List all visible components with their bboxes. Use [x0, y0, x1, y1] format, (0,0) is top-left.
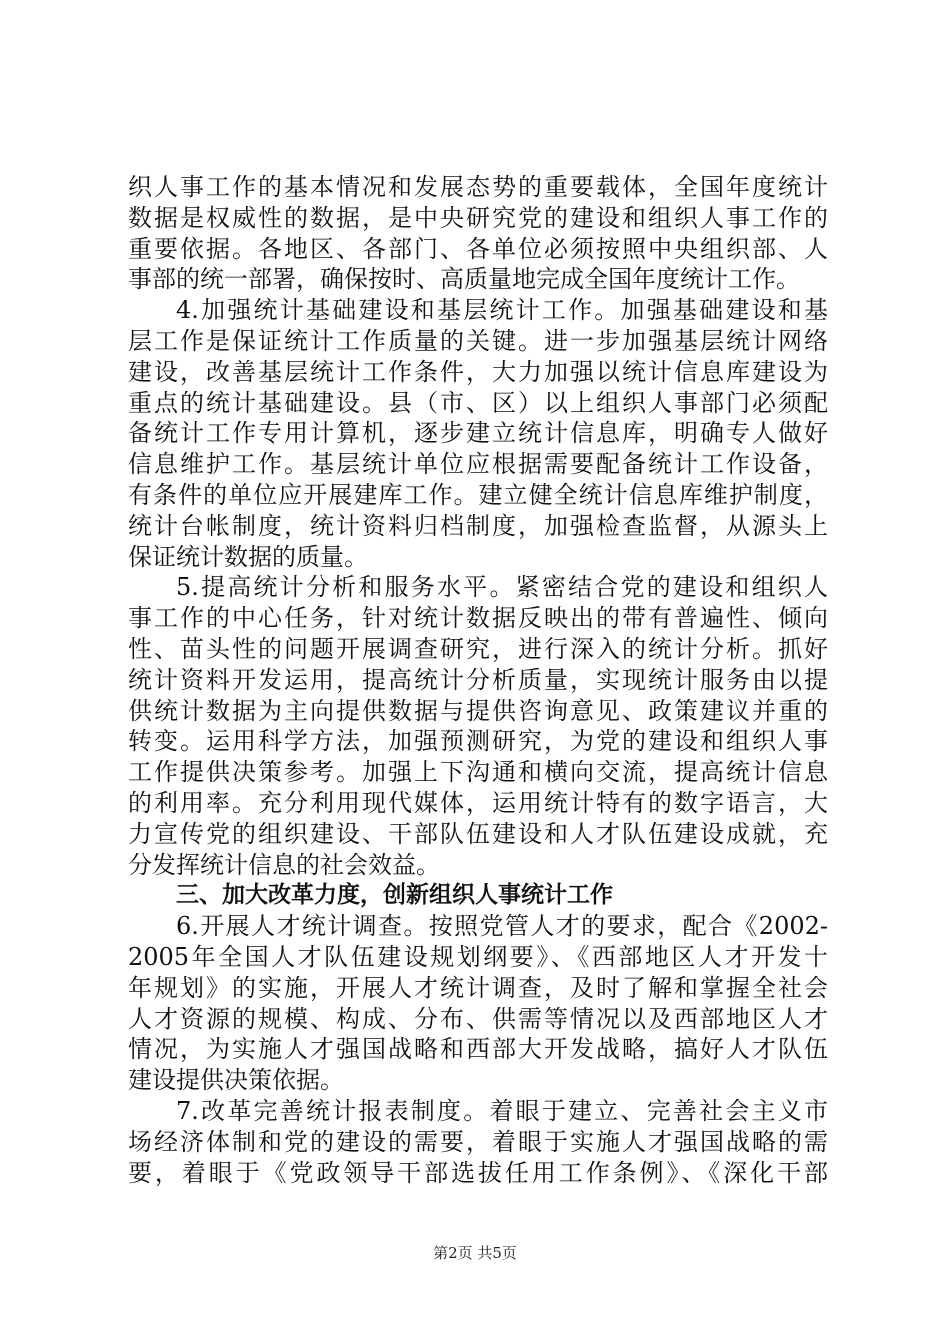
body-line: 建设提供决策依据。 [128, 1066, 344, 1095]
body-line: 统计台帐制度，统计资料归档制度，加强检查监督，从源头上 [128, 511, 828, 540]
body-line: 力宣传党的组织建设、干部队伍建设和人才队伍建设成就，充 [128, 819, 828, 848]
body-line: 统计资料开发运用，提高统计分析质量，实现统计服务由以提 [128, 665, 828, 694]
body-line: 保证统计数据的质量。 [128, 542, 368, 571]
body-line: 信息维护工作。基层统计单位应根据需要配备统计工作设备， [128, 450, 828, 479]
body-line: 数据是权威性的数据，是中央研究党的建设和组织人事工作的 [128, 203, 828, 232]
body-line: 有条件的单位应开展建库工作。建立健全统计信息库维护制度， [128, 480, 828, 509]
paragraph-6-first-line: 6.开展人才统计调查。按照党管人才的要求，配合《2002- [176, 912, 828, 941]
section-heading: 三、加大改革力度，创新组织人事统计工作 [176, 882, 613, 909]
body-line: 建设，改善基层统计工作条件，大力加强以统计信息库建设为 [128, 357, 828, 386]
body-line: 备统计工作专用计算机，逐步建立统计信息库，明确专人做好 [128, 419, 828, 448]
paragraph-4-first-line: 4.加强统计基础建设和基层统计工作。加强基础建设和基 [176, 296, 828, 325]
body-line: 人才资源的规模、构成、分布、供需等情况以及西部地区人才 [128, 1004, 828, 1033]
page-number-footer: 第2页 共5页 [433, 1244, 517, 1262]
body-line: 性、苗头性的问题开展调查研究，进行深入的统计分析。抓好 [128, 634, 828, 663]
body-line: 分发挥统计信息的社会效益。 [128, 850, 440, 879]
body-line: 工作提供决策参考。加强上下沟通和横向交流，提高统计信息 [128, 758, 828, 787]
body-line: 场经济体制和党的建设的需要，着眼于实施人才强国战略的需 [128, 1127, 828, 1156]
document-body [128, 172, 828, 1188]
body-line: 供统计数据为主向提供数据与提供咨询意见、政策建议并重的 [128, 696, 828, 725]
body-line: 年规划》的实施，开展人才统计调查，及时了解和掌握全社会 [128, 973, 828, 1002]
body-line: 转变。运用科学方法，加强预测研究，为党的建设和组织人事 [128, 727, 828, 756]
paragraph-5-first-line: 5.提高统计分析和服务水平。紧密结合党的建设和组织人 [176, 573, 828, 602]
body-line: 2005年全国人才队伍建设规划纲要》、《西部地区人才开发十 [128, 942, 828, 971]
body-line: 事工作的中心任务，针对统计数据反映出的带有普遍性、倾向 [128, 604, 828, 633]
body-line: 的利用率。充分利用现代媒体，运用统计特有的数字语言，大 [128, 788, 828, 817]
body-line: 要，着眼于《党政领导干部选拔任用工作条例》、《深化干部 [128, 1158, 828, 1187]
paragraph-7-first-line: 7.改革完善统计报表制度。着眼于建立、完善社会主义市 [176, 1096, 828, 1125]
body-line: 织人事工作的基本情况和发展态势的重要载体，全国年度统计 [128, 173, 828, 201]
body-line: 重点的统计基础建设。县（市、区）以上组织人事部门必须配 [128, 388, 828, 417]
body-line: 事部的统一部署，确保按时、高质量地完成全国年度统计工作。 [128, 265, 800, 294]
body-line: 重要依据。各地区、各部门、各单位必须按照中央组织部、人 [128, 234, 828, 263]
body-line: 层工作是保证统计工作质量的关键。进一步加强基层统计网络 [128, 326, 828, 355]
body-line: 情况，为实施人才强国战略和西部大开发战略，搞好人才队伍 [128, 1035, 828, 1064]
